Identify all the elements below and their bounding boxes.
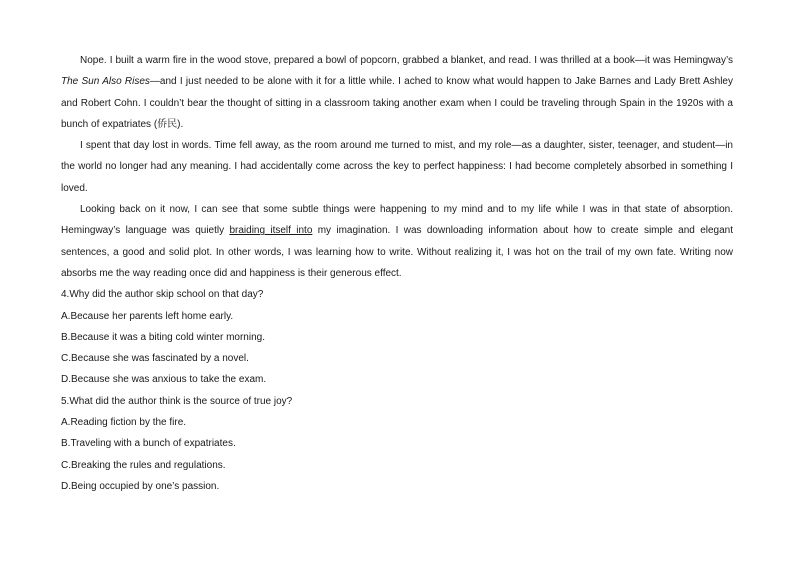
question-5-option-c: C.Breaking the rules and regulations. (61, 459, 226, 471)
question-5-option-b: B.Traveling with a bunch of expatriates. (61, 438, 236, 450)
book-title: The Sun Also Rises (61, 76, 150, 88)
document-page (61, 50, 733, 497)
paragraph-3 (61, 199, 733, 284)
paragraph-1-text-b: —and I just needed to be alone with it for a little while. I ached to know what would happen to Jake Barnes and Lady Brett Ashley and Robert Cohn. I couldn’t bear the thought of sitting in a classroom taking another exam when I could be traveling through Spain in the 1920s with a bunch of expatriates (侨民). (61, 76, 733, 130)
paragraph-2: I spent that day lost in words. Time fell away, as the room around me turned to mist, and my role—as a daughter, sister, teenager, and student—in the world no longer had any meaning. I had accidentally come across the key to perfect happiness: I had become completely absorbed in something I loved. (61, 140, 733, 194)
paragraph-1-text-a: Nope. I built a warm fire in the wood stove, prepared a bowl of popcorn, grabbed a blanket, and read. I was thrilled at a book—it was Hemingway’s (80, 55, 733, 66)
paragraph-1 (61, 50, 733, 135)
question-4-option-a: A.Because her parents left home early. (61, 310, 234, 322)
question-4-stem: 4.Why did the author skip school on that day? (61, 289, 264, 301)
paragraph-3-text-b: my imagination. I was downloading information about how to create simple and elegant sentences, a good and solid plot. In other words, I was learning how to write. Without realizing it, I was hot on the trail of my own fate. Writing now absorbs me the way reading once did and happiness is their generous effect. (61, 225, 733, 279)
question-4-option-d: D.Because she was anxious to take the exam. (61, 374, 267, 386)
underlined-phrase: braiding itself into (229, 225, 313, 237)
question-4-option-b: B.Because it was a biting cold winter morning. (61, 331, 265, 343)
question-5-option-a: A.Reading fiction by the fire. (61, 417, 187, 429)
question-5-stem: 5.What did the author think is the source of true joy? (61, 395, 293, 407)
paragraph-3-text-a: Looking back on it now, I can see that some subtle things were happening to my mind and to my life while I was in that state of absorption. Hemingway’s language was quietly (61, 204, 733, 237)
question-5-option-d: D.Being occupied by one’s passion. (61, 480, 220, 492)
question-4-option-c: C.Because she was fascinated by a novel. (61, 353, 249, 365)
